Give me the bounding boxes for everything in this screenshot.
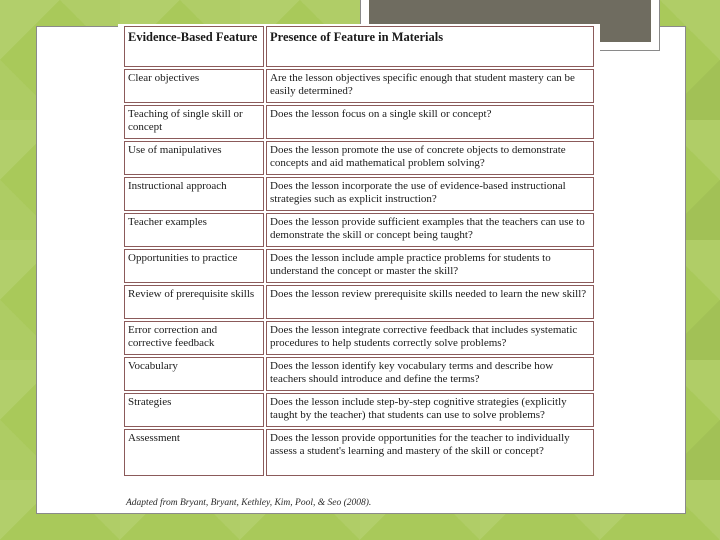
header-feature: Evidence-Based Feature xyxy=(124,26,264,67)
feature-cell: Clear objectives xyxy=(124,69,264,103)
feature-cell: Instructional approach xyxy=(124,177,264,211)
feature-table xyxy=(122,24,596,478)
table-row xyxy=(124,357,594,391)
question-cell: Does the lesson focus on a single skill or concept? xyxy=(266,105,594,139)
question-cell: Does the lesson review prerequisite skills needed to learn the new skill? xyxy=(266,285,594,319)
table-row xyxy=(124,213,594,247)
table-row xyxy=(124,429,594,476)
header-row xyxy=(124,26,594,67)
table-row xyxy=(124,177,594,211)
question-cell: Are the lesson objectives specific enough that student mastery can be easily determined? xyxy=(266,69,594,103)
question-cell: Does the lesson include ample practice problems for students to understand the concept or master the skill? xyxy=(266,249,594,283)
source-caption: Adapted from Bryant, Bryant, Kethley, Kim, Pool, & Seo (2008). xyxy=(126,498,372,508)
feature-cell: Vocabulary xyxy=(124,357,264,391)
question-cell: Does the lesson integrate corrective feedback that includes systematic procedures to help students correctly solve problems? xyxy=(266,321,594,355)
table-row xyxy=(124,69,594,103)
table-row xyxy=(124,393,594,427)
question-cell: Does the lesson provide opportunities for the teacher to individually assess a student's learning and mastery of the skill or concept? xyxy=(266,429,594,476)
feature-cell: Review of prerequisite skills xyxy=(124,285,264,319)
feature-cell: Teacher examples xyxy=(124,213,264,247)
question-cell: Does the lesson provide sufficient examples that the teachers can use to demonstrate the skill or concept being taught? xyxy=(266,213,594,247)
feature-cell: Assessment xyxy=(124,429,264,476)
feature-cell: Strategies xyxy=(124,393,264,427)
feature-cell: Error correction and corrective feedback xyxy=(124,321,264,355)
question-cell: Does the lesson incorporate the use of evidence-based instructional strategies such as explicit instruction? xyxy=(266,177,594,211)
table-row xyxy=(124,249,594,283)
feature-cell: Use of manipulatives xyxy=(124,141,264,175)
table-row xyxy=(124,321,594,355)
table-row xyxy=(124,141,594,175)
table-row xyxy=(124,285,594,319)
header-presence: Presence of Feature in Materials xyxy=(266,26,594,67)
feature-cell: Opportunities to practice xyxy=(124,249,264,283)
table-row xyxy=(124,105,594,139)
question-cell: Does the lesson identify key vocabulary terms and describe how teachers should introduce and define the terms? xyxy=(266,357,594,391)
question-cell: Does the lesson include step-by-step cognitive strategies (explicitly taught by the teacher) that students can use to solve problems? xyxy=(266,393,594,427)
feature-cell: Teaching of single skill or concept xyxy=(124,105,264,139)
evidence-table-figure xyxy=(118,24,600,512)
question-cell: Does the lesson promote the use of concrete objects to demonstrate concepts and aid mathematical problem solving? xyxy=(266,141,594,175)
